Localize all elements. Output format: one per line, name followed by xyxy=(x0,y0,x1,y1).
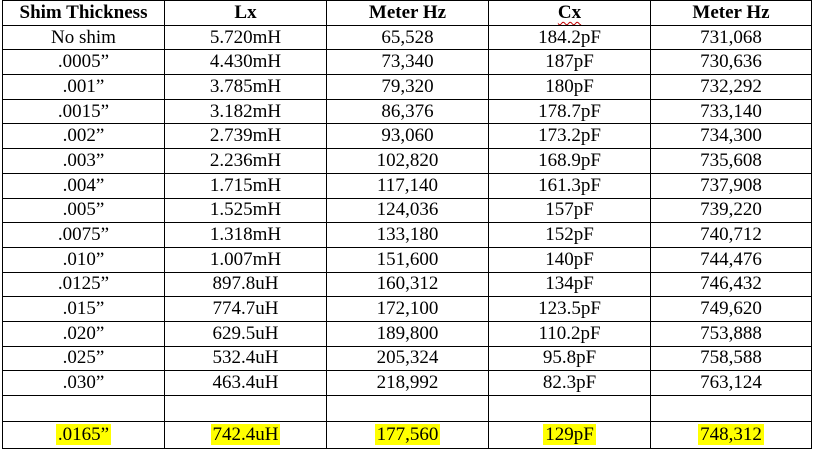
highlighted-value: 742.4uH xyxy=(212,424,279,445)
cell-shim-thickness: No shim xyxy=(3,25,165,50)
cell-cx: 110.2pF xyxy=(489,321,651,346)
shim-measurement-table xyxy=(2,0,812,449)
cell-cx: 187pF xyxy=(489,50,651,75)
cell-lx: 5.720mH xyxy=(165,25,327,50)
cell-cx: 140pF xyxy=(489,247,651,272)
table-body xyxy=(3,25,812,448)
cell-lx: 774.7uH xyxy=(165,297,327,322)
header-lx: Lx xyxy=(165,1,327,26)
cell-meter-hz-cx: 731,068 xyxy=(651,25,812,50)
cell-meter-hz-cx: 749,620 xyxy=(651,297,812,322)
cell-lx xyxy=(165,422,327,449)
cell-meter-hz-lx: 151,600 xyxy=(327,247,489,272)
cell-cx: 168.9pF xyxy=(489,149,651,174)
table-row xyxy=(3,297,812,322)
cell-meter-hz-cx: 763,124 xyxy=(651,371,812,396)
cell-meter-hz-cx: 734,300 xyxy=(651,124,812,149)
table-row xyxy=(3,223,812,248)
cell-lx: 2.739mH xyxy=(165,124,327,149)
cell-meter-hz-cx: 746,432 xyxy=(651,272,812,297)
cell-meter-hz-lx: 102,820 xyxy=(327,149,489,174)
highlighted-value: 129pF xyxy=(545,424,594,445)
cell-cx: 161.3pF xyxy=(489,173,651,198)
table-row xyxy=(3,149,812,174)
cell-cx: 95.8pF xyxy=(489,346,651,371)
table-row xyxy=(3,50,812,75)
cell-meter-hz-cx: 753,888 xyxy=(651,321,812,346)
cell-meter-hz-lx: 218,992 xyxy=(327,371,489,396)
cell-lx: 1.715mH xyxy=(165,173,327,198)
cell-lx: 3.785mH xyxy=(165,75,327,100)
cell-meter-hz-cx: 740,712 xyxy=(651,223,812,248)
cell-cx: 134pF xyxy=(489,272,651,297)
empty-cell xyxy=(327,396,489,422)
cell-shim-thickness: .030” xyxy=(3,371,165,396)
cell-cx: 180pF xyxy=(489,75,651,100)
cell-meter-hz-cx: 733,140 xyxy=(651,99,812,124)
table-row xyxy=(3,124,812,149)
cell-meter-hz-lx: 160,312 xyxy=(327,272,489,297)
cell-meter-hz-lx: 124,036 xyxy=(327,198,489,223)
highlighted-row xyxy=(3,422,812,449)
cell-meter-hz-cx xyxy=(651,422,812,449)
cell-shim-thickness: .005” xyxy=(3,198,165,223)
cell-shim-thickness xyxy=(3,422,165,449)
cell-meter-hz-lx: 73,340 xyxy=(327,50,489,75)
cell-shim-thickness: .004” xyxy=(3,173,165,198)
cell-shim-thickness: .020” xyxy=(3,321,165,346)
cell-meter-hz-lx: 86,376 xyxy=(327,99,489,124)
cell-meter-hz-cx: 732,292 xyxy=(651,75,812,100)
cell-meter-hz-lx: 205,324 xyxy=(327,346,489,371)
cell-lx: 1.007mH xyxy=(165,247,327,272)
table-row xyxy=(3,75,812,100)
cell-meter-hz-cx: 730,636 xyxy=(651,50,812,75)
header-row xyxy=(3,1,812,26)
cell-meter-hz-cx: 735,608 xyxy=(651,149,812,174)
cell-shim-thickness: .0125” xyxy=(3,272,165,297)
cell-meter-hz-cx: 744,476 xyxy=(651,247,812,272)
cell-meter-hz-cx: 737,908 xyxy=(651,173,812,198)
table-row xyxy=(3,371,812,396)
cell-meter-hz-lx: 93,060 xyxy=(327,124,489,149)
cell-meter-hz-lx: 65,528 xyxy=(327,25,489,50)
cell-shim-thickness: .010” xyxy=(3,247,165,272)
cell-meter-hz-lx: 117,140 xyxy=(327,173,489,198)
cell-meter-hz-cx: 758,588 xyxy=(651,346,812,371)
cell-meter-hz-cx: 739,220 xyxy=(651,198,812,223)
highlighted-value: .0165” xyxy=(57,424,110,445)
highlighted-value: 748,312 xyxy=(700,424,762,445)
cell-meter-hz-lx: 189,800 xyxy=(327,321,489,346)
table-row xyxy=(3,173,812,198)
header-cx-label: Cx xyxy=(557,1,582,23)
cell-lx: 1.525mH xyxy=(165,198,327,223)
cell-cx: 82.3pF xyxy=(489,371,651,396)
cell-meter-hz-lx: 79,320 xyxy=(327,75,489,100)
cell-lx: 463.4uH xyxy=(165,371,327,396)
highlighted-value: 177,560 xyxy=(376,424,439,445)
cell-cx: 152pF xyxy=(489,223,651,248)
header-shim-thickness: Shim Thickness xyxy=(3,1,165,26)
cell-cx: 178.7pF xyxy=(489,99,651,124)
empty-cell xyxy=(3,396,165,422)
cell-shim-thickness: .0005” xyxy=(3,50,165,75)
empty-cell xyxy=(165,396,327,422)
cell-meter-hz-lx: 133,180 xyxy=(327,223,489,248)
cell-shim-thickness: .002” xyxy=(3,124,165,149)
cell-shim-thickness: .0015” xyxy=(3,99,165,124)
table-row xyxy=(3,247,812,272)
cell-meter-hz-lx: 172,100 xyxy=(327,297,489,322)
cell-lx: 629.5uH xyxy=(165,321,327,346)
cell-lx: 1.318mH xyxy=(165,223,327,248)
cell-cx: 184.2pF xyxy=(489,25,651,50)
table-row xyxy=(3,25,812,50)
header-meter-hz-cx: Meter Hz xyxy=(651,1,812,26)
cell-shim-thickness: .0075” xyxy=(3,223,165,248)
cell-lx: 532.4uH xyxy=(165,346,327,371)
cell-lx: 4.430mH xyxy=(165,50,327,75)
cell-shim-thickness: .003” xyxy=(3,149,165,174)
cell-cx: 173.2pF xyxy=(489,124,651,149)
cell-cx: 123.5pF xyxy=(489,297,651,322)
header-cx xyxy=(489,1,651,26)
cell-lx: 2.236mH xyxy=(165,149,327,174)
table-row xyxy=(3,321,812,346)
table-row xyxy=(3,99,812,124)
cell-shim-thickness: .015” xyxy=(3,297,165,322)
empty-cell xyxy=(651,396,812,422)
cell-lx: 3.182mH xyxy=(165,99,327,124)
cell-cx: 157pF xyxy=(489,198,651,223)
table-row xyxy=(3,198,812,223)
empty-cell xyxy=(489,396,651,422)
blank-row xyxy=(3,396,812,422)
header-meter-hz-lx: Meter Hz xyxy=(327,1,489,26)
table-row xyxy=(3,346,812,371)
cell-cx xyxy=(489,422,651,449)
cell-shim-thickness: .025” xyxy=(3,346,165,371)
table-row xyxy=(3,272,812,297)
cell-meter-hz-lx xyxy=(327,422,489,449)
cell-lx: 897.8uH xyxy=(165,272,327,297)
cell-shim-thickness: .001” xyxy=(3,75,165,100)
